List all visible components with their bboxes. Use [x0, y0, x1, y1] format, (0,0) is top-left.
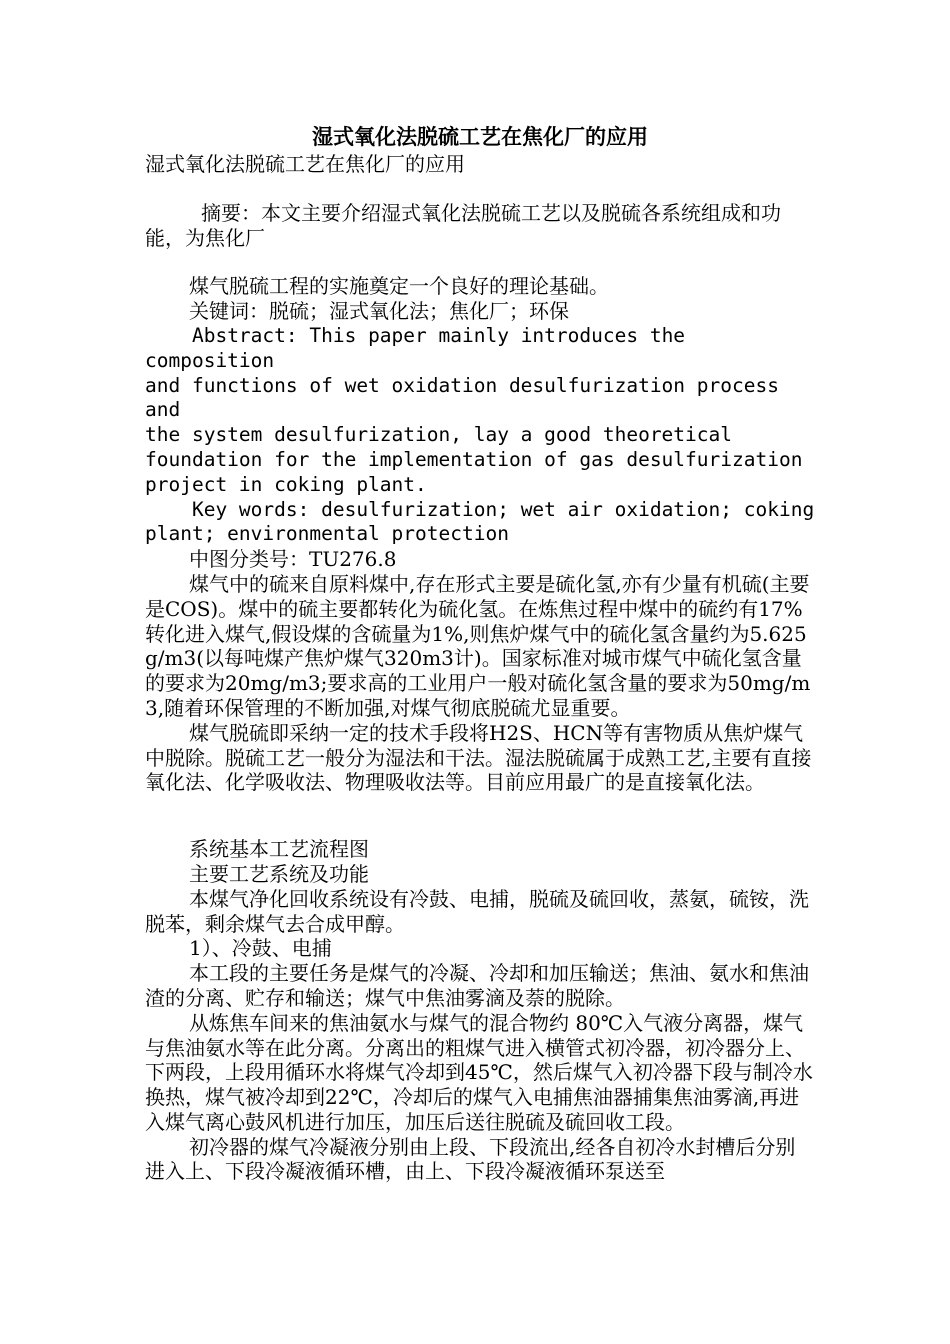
- abstract-cn-part-1: 摘要：本文主要介绍湿式氧化法脱硫工艺以及脱硫各系统组成和功能，为焦化厂: [145, 200, 781, 250]
- body-paragraph: 煤气脱硫即采纳一定的技术手段将H2S、HCN等有害物质从焦炉煤气中脱除。脱硫工艺一般分为湿法和干法。湿法脱硫属于成熟工艺,主要有直接氧化法、化学吸收法、物理吸收法等。目前应用最广的是直接氧化法。: [145, 720, 812, 795]
- abstract-en-line: foundation for the implementation of gas desulfurization: [145, 447, 803, 471]
- abstract-en-line: Abstract: This paper mainly introduces the composition: [145, 323, 697, 372]
- abstract-en: [145, 324, 815, 498]
- section-heading-flowchart: 系统基本工艺流程图: [189, 837, 369, 862]
- document-title: 湿式氧化法脱硫工艺在焦化厂的应用: [312, 124, 648, 149]
- abstract-en-line: project in coking plant.: [145, 472, 427, 496]
- keywords-en-line: plant; environmental protection: [145, 522, 509, 546]
- abstract-cn-part-2: 煤气脱硫工程的实施奠定一个良好的理论基础。: [189, 274, 609, 299]
- spacer: [145, 250, 815, 274]
- keywords-en: [145, 498, 815, 548]
- body-paragraph: 本煤气净化回收系统设有冷鼓、电捕，脱硫及硫回收，蒸氨，硫铵，洗脱苯，剩余煤气去合成甲醇。: [145, 886, 809, 936]
- abstract-en-line: and functions of wet oxidation desulfurization process and: [145, 373, 791, 422]
- classification-number: 中图分类号：TU276.8: [189, 547, 397, 572]
- spacer: [145, 795, 815, 837]
- body-paragraph: 从炼焦车间来的焦油氨水与煤气的混合物约 80℃入气液分离器，煤气与焦油氨水等在此分离。分离出的粗煤气进入横管式初冷器，初冷器分上、下两段，上段用循环水将煤气冷却到45℃，然后煤气入初冷器下段与制冷水换热，煤气被冷却到22℃，冷却后的煤气入电捕焦油器捕集焦油雾滴,再进入煤气离心鼓风机进行加压，加压后送往脱硫及硫回收工段。: [145, 1010, 813, 1134]
- spacer: [145, 177, 815, 201]
- body-paragraph: 本工段的主要任务是煤气的冷凝、冷却和加压输送；焦油、氨水和焦油渣的分离、贮存和输送；煤气中焦油雾滴及萘的脱除。: [145, 961, 809, 1010]
- document-page: [145, 122, 815, 1184]
- body-paragraph: 初冷器的煤气冷凝液分别由上段、下段流出,经各自初冷水封槽后分别进入上、下段冷凝液循环槽，由上、下段冷凝液循环泵送至: [145, 1134, 796, 1184]
- subsection-heading: 1）、冷鼓、电捕: [189, 936, 332, 961]
- body-paragraph: 煤气中的硫来自原料煤中,存在形式主要是硫化氢,亦有少量有机硫(主要是COS)。煤中的硫主要都转化为硫化氢。在炼焦过程中煤中的硫约有17%转化进入煤气,假设煤的含硫量为1%,则焦炉煤气中的硫化氢含量约为5.625g/m3(以每吨煤产焦炉煤气320m3计)。国家标准对城市煤气中硫化氢含量的要求为20mg/m3;要求高的工业用户一般对硫化氢含量的要求为50mg/m3,随着环保管理的不断加强,对煤气彻底脱硫尤显重要。: [145, 571, 811, 720]
- section-heading-systems: 主要工艺系统及功能: [189, 861, 369, 886]
- abstract-en-line: the system desulfurization, lay a good theoretical: [145, 423, 732, 447]
- keywords-cn: 关键词：脱硫；湿式氧化法；焦化厂；环保: [189, 299, 569, 324]
- document-subtitle: 湿式氧化法脱硫工艺在焦化厂的应用: [145, 152, 465, 176]
- keywords-en-line: Key words: desulfurization; wet air oxidation; coking: [145, 497, 815, 521]
